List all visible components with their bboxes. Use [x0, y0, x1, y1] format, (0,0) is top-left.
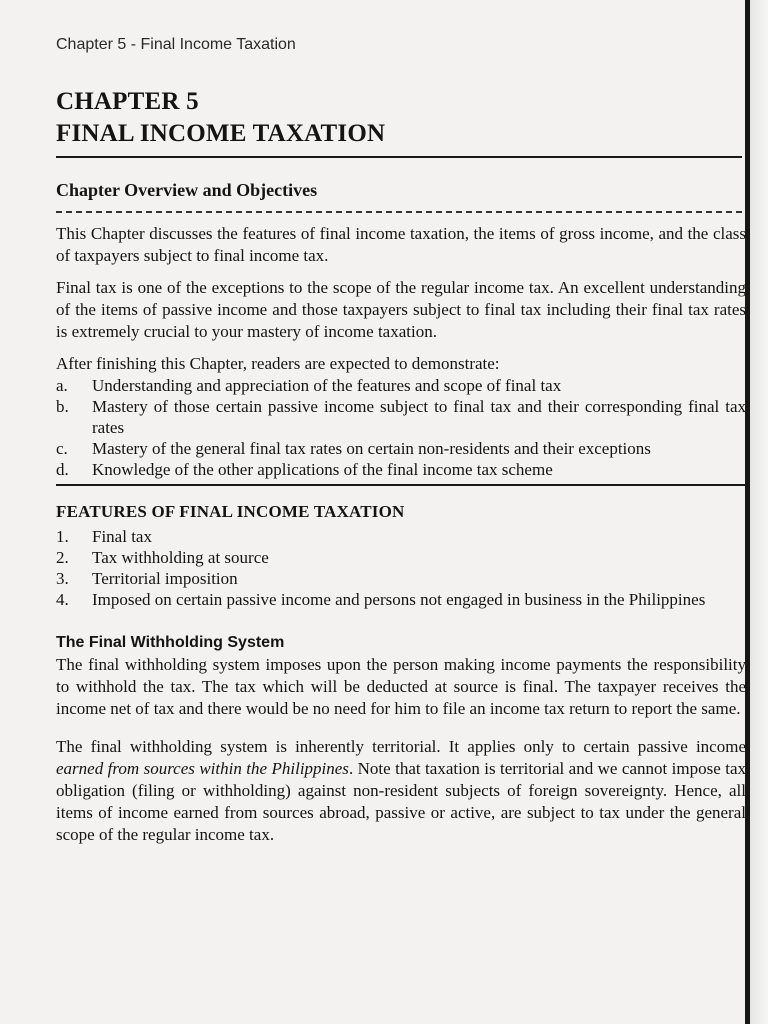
features-heading: FEATURES OF FINAL INCOME TAXATION — [56, 502, 405, 521]
objective-item: a. Understanding and appreciation of the features and scope of final tax — [56, 376, 562, 395]
feature-item: 2. Tax withholding at source — [56, 548, 269, 567]
objectives-list — [56, 375, 746, 480]
page-shadow — [750, 0, 768, 1024]
overview-paragraph-1: This Chapter discusses the features of final income taxation, the items of gross income, and the class of taxpayers subject to final income tax. — [56, 224, 746, 265]
emphasis-phrase: earned from sources within the Philippines — [56, 759, 349, 778]
withholding-paragraph-2: The final withholding system is inherently territorial. It applies only to certain passive income earned from sources within the Philippines. Note that taxation is territorial and we cannot impose tax obligation (filing or withholding) against non-resident subjects of foreign sovereignty. Hence, all items of income earned from sources abroad, passive or active, are subject to tax under the general scope of the regular income tax. — [56, 737, 746, 844]
feature-item: 4. Imposed on certain passive income and persons not engaged in business in the Philippines — [56, 590, 706, 609]
chapter-name: FINAL INCOME TAXATION — [56, 120, 386, 147]
objective-item: b. Mastery of those certain passive income subject to final tax and their corresponding final tax rates — [56, 397, 746, 437]
overview-paragraph-2: Final tax is one of the exceptions to the scope of the regular income tax. An excellent understanding of the items of passive income and those taxpayers subject to final tax including their final tax rates is extremely crucial to your mastery of income taxation. — [56, 278, 746, 341]
withholding-paragraph-1: The final withholding system imposes upon the person making income payments the responsibility to withhold the tax. The tax which will be deducted at source is final. The taxpayer receives the income net of tax and there would be no need for him to file an income tax return to report the same. — [56, 655, 746, 718]
feature-item: 3. Territorial imposition — [56, 569, 238, 588]
section-divider — [56, 484, 746, 486]
dashed-divider — [56, 211, 742, 213]
withholding-heading: The Final Withholding System — [56, 634, 285, 651]
title-rule — [56, 156, 742, 158]
running-head: Chapter 5 - Final Income Taxation — [56, 36, 296, 53]
overview-heading: Chapter Overview and Objectives — [56, 180, 318, 200]
objective-item: d. Knowledge of the other applications of the final income tax scheme — [56, 460, 553, 479]
chapter-title — [56, 86, 746, 150]
chapter-number: CHAPTER 5 — [56, 88, 199, 115]
feature-item: 1. Final tax — [56, 527, 152, 546]
features-list — [56, 526, 746, 610]
objective-item: c. Mastery of the general final tax rates on certain non-residents and their exceptions — [56, 439, 651, 458]
page-content — [56, 36, 746, 846]
objectives-intro: After finishing this Chapter, readers are expected to demonstrate: — [56, 354, 500, 373]
